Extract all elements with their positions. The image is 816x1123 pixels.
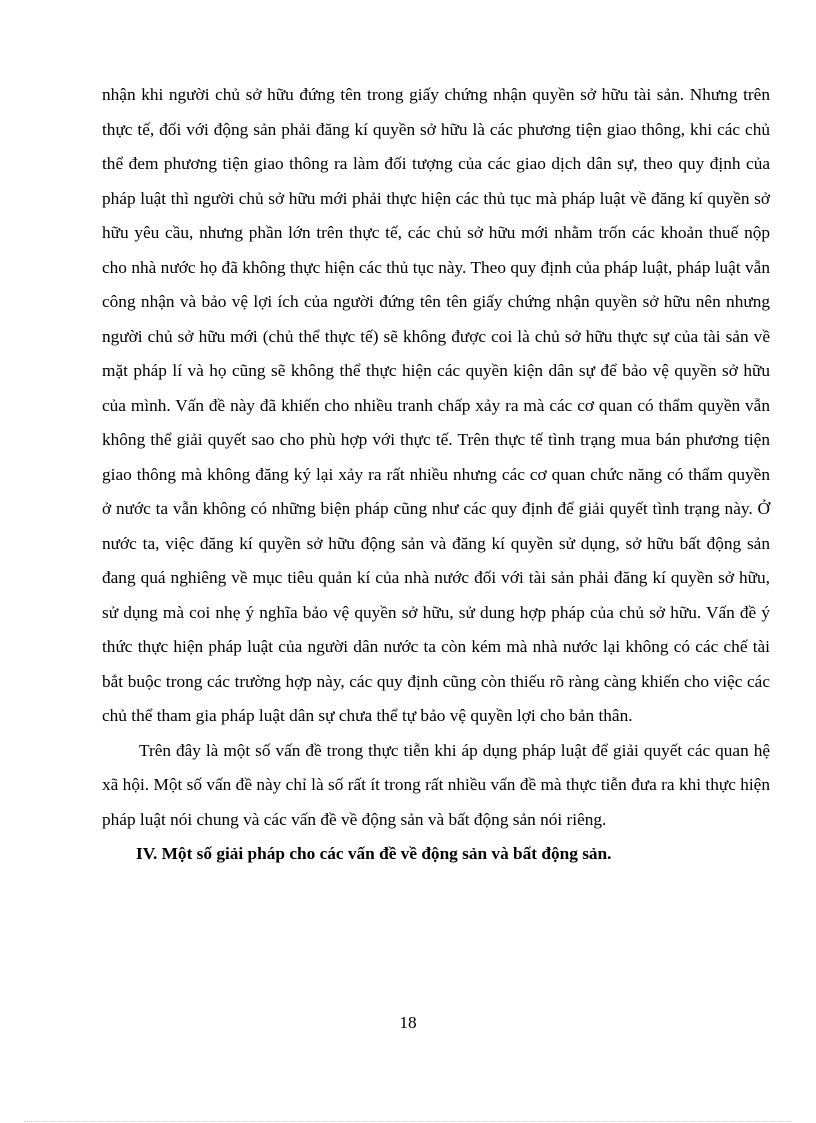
section-heading: IV. Một số giải pháp cho các vấn đề về động sản và bất động sản. <box>136 844 612 863</box>
page-body <box>102 78 770 872</box>
paragraph-summary: Trên đây là một số vấn đề trong thực tiễn khi áp dụng pháp luật để giải quyết các quan hệ xã hội. Một số vấn đề này chỉ là số rất ít trong rất nhiều vấn đề mà thực tiễn đưa ra khi thực hiện pháp luật nói chung và các vấn đề về động sản và bất động sản nói riêng. <box>102 740 770 829</box>
paragraph-continued: nhận khi người chủ sở hữu đứng tên trong giấy chứng nhận quyền sở hữu tài sản. Nhưng trên thực tế, đối với động sản phải đăng kí quyền sở hữu là các phương tiện giao thông, khi các chủ thể đem phương tiện giao thông ra làm đối tượng của các giao dịch dân sự, theo quy định của pháp luật thì người chủ sở hữu mới phải thực hiện các thủ tục mà pháp luật về đăng kí quyền sở hữu yêu cầu, nhưng phần lớn trên thực tế, các chủ sở hữu mới nhằm trốn các khoản thuế nộp cho nhà nước họ đã không thực hiện các thủ tục này. Theo quy định của pháp luật, pháp luật vẫn công nhận và bảo vệ lợi ích của người đứng tên tên giấy chứng nhận quyền sở hữu nên nhưng người chủ sở hữu mới (chủ thể thực tế) sẽ không được coi là chủ sở hữu thực sự của tài sản về mặt pháp lí và họ cũng sẽ không thể thực hiện các quyền kiện dân sự để bảo vệ quyền sở hữu của mình. Vấn đề này đã khiến cho nhiều tranh chấp xảy ra mà các cơ quan có thẩm quyền vẫn không thể giải quyết sao cho phù hợp với thực tế. Trên thực tế tình trạng mua bán phương tiện giao thông mà không đăng ký lại xảy ra rất nhiều nhưng các cơ quan chức năng có thẩm quyền ở nước ta vẫn không có những biện pháp cũng như các quy định để giải quyết tình trạng này. Ở nước ta, việc đăng kí quyền sở hữu động sản và đăng kí quyền sử dụng, sở hữu bất động sản đang quá nghiêng về mục tiêu quản kí của nhà nước đối với tài sản phải đăng kí quyền sở hữu, sử dụng mà coi nhẹ ý nghĩa bảo vệ quyền sở hữu, sử dung hợp pháp của chủ sở hữu. Vấn đề ý thức thực hiện pháp luật của người dân nước ta còn kém mà nhà nước lại không có các chế tài bắt buộc trong các trường hợp này, các quy định cũng còn thiếu rõ ràng càng khiến cho việc các chủ thể tham gia pháp luật dân sự chưa thể tự bảo vệ quyền lợi cho bản thân. <box>102 85 770 725</box>
page-number: 18 <box>399 1013 417 1032</box>
page-bottom-rule <box>24 1121 792 1122</box>
